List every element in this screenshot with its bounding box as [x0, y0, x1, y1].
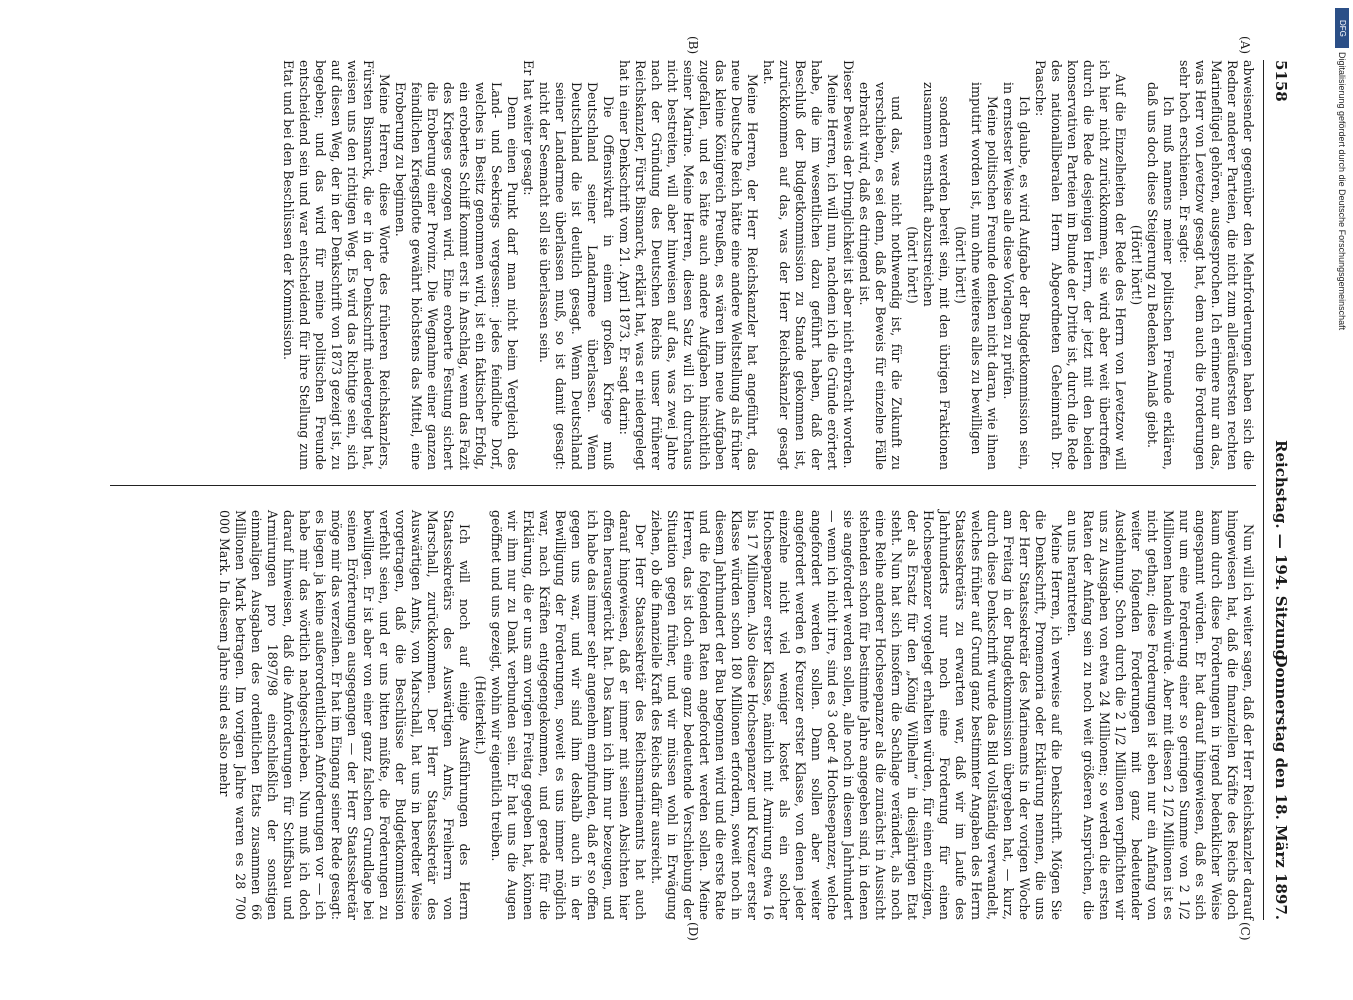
header-rule — [1263, 60, 1264, 920]
paragraph: Die Offensivkraft in einem großen Kriege muß Deutschland seiner Landarmee überlassen. Wenn Deutschland die ist deutlich gesagt. Wenn Deutschland seiner Landarmee überlassen muß, so ist damit gesagt: nicht der Seemacht soll sie überlassen sein. — [537, 82, 616, 470]
session-date: Donnerstag den 18. März 1897. — [1272, 654, 1290, 920]
margin-mark-a: (A) — [1238, 36, 1252, 55]
paragraph: Meine Herren, der Herr Reichskanzler hat angeführt, das neue Deutsche Reich hätte eine andere Weltstellung als früher das kleine Königreich Preußen, es wären ihm neue Aufgaben zugefallen, und es hätte auch andere Aufgaben hinsichtlich seiner Marine. Meine Herren, diesen Satz will ich durchaus nicht bestreiten, will aber hinweisen auf das, was zwei Jahre nach der Gründung des Deutschen Reichs unser früherer Reichskanzler, Fürst Bismarck, erklärt hat, was er niedergelegt hat in einer Denkschrift vom 21. April 1873. Er sagt darin: — [617, 60, 760, 470]
paragraph: Meine Herren, ich will nun, nachdem ich die Gründe erörtert habe, die im wesentlichen dazu geführt haben, daß der Beschluß der Budgetkommission zu Stande gekommen ist, zurückkommen auf das, was der Herr Reichskanzler gesagt hat. — [761, 60, 840, 470]
margin-mark-b: (B) — [686, 36, 700, 55]
paragraph: Meine politischen Freunde denken nicht daran, wie ihnen imputirt worden ist, nun ohne weiteres alles zu bewilligen — [969, 82, 1000, 470]
session-title: Reichstag. — 194. Sitzung. — [1272, 440, 1290, 666]
paragraph: sondern werden bereit sein, mit den übrigen Fraktionen zusammen ernsthaft abzustreichen — [921, 82, 952, 470]
paragraph: Nun will ich weiter sagen, daß der Herr Reichskanzler darauf hingewiesen hat, daß die finanziellen Kräfte des Reichs doch kaum durch diese Forderungen in irgend bedenklicher Weise angespannt würden. Er hat darauf hingewiesen, daß es sich nur um eine Forderung einer so geringen Summe von 2 1/2 Millionen handeln würde. Aber mit diesen 2 1/2 Millionen ist es nicht gethan; diese Forderungen ist eben nur ein Anfang von weiter folgenden Forderungen mit ganz bedeutender Ausdehnung. Schon durch die 2 1/2 Millionen verpflichten wir uns zu Ausgaben von etwa 24 Millionen; so werden die ersten Raten der Anfang sein zu noch weit größeren Ansprüchen, die an uns herantreten. — [1065, 510, 1256, 920]
page-header — [1264, 60, 1290, 920]
page-number: 5158 — [1272, 60, 1290, 102]
paragraph: abweisender gegenüber den Mehrforderungen haben sich die Redner anderer Parteien, die nicht zum alleräußersten rechten Marineflügel gehören, ausgesprochen. Ich erinnere nur an das, was Herr von Levetzow gesagt hat, dem auch die Forderungen sehr hoch erschienen. Er sagte: — [1177, 60, 1256, 470]
paragraph: Ich muß namens meiner politischen Freunde erklären, daß uns doch diese Steigerung zu Bedenken Anlaß giebt. — [1145, 82, 1176, 470]
paragraph: Dieser Beweis der Dringlichkeit ist aber nicht erbracht worden. — [841, 60, 856, 469]
column-divider — [110, 485, 1256, 486]
paragraph: Auf die Einzelheiten der Rede des Herrn von Levetzow will ich hier nicht zurückkommen, sie wird aber weit übertroffen durch die Rede desjenigen Herrn, der jetzt mit den beiden konservativen Parteien im Bunde der Dritte ist, durch die Rede des nationalliberalen Herrn Abgeordneten Geheimrath Dr. Paasche: — [1033, 60, 1128, 470]
paragraph: (Hört! hört!) — [1129, 224, 1144, 306]
paragraph: Ich glaube, es wird Aufgabe der Budgetkommission sein, in ernstester Weise alle diese Vorlagen zu prüfen. — [1001, 82, 1032, 470]
margin-mark-d: (D) — [686, 922, 700, 941]
paragraph: (Heiterkeit.) — [473, 675, 488, 755]
paragraph: (hört! hört!) — [905, 226, 920, 304]
paragraph: Denn einen Punkt darf man nicht beim Vergleich des Land- und Seekriegs vergessen: jedes feindliche Dorf, welches in Besitz genommen wird, ist ein faktischer Erfolg, ein erobertes Schiff kommt erst in Anschlag, wenn das Fazit des Krieges gezogen wird. Eine eroberte Festung sichert die Eroberung einer Provinz. Die Wegnahme einer ganzen feindlichen Kriegsflotte gewährt höchstens das Mittel, eine Eroberung zu beginnen. — [393, 82, 520, 470]
dfg-logo: DFG — [1335, 8, 1349, 48]
paragraph: Er hat weiter gesagt: — [521, 60, 536, 196]
paragraph: (hört! hört!) — [953, 226, 968, 304]
paragraph: Ich will noch auf einige Ausführungen des Herrn Staatssekretärs des Auswärtigen Amts, Freiherrn von Marschall, zurückkommen. Der Herr Staatssekretär des Auswärtigen Amts, von Marschall, hat uns in beredter Weise vorgetragen, daß die Beschlüsse der Budgetkommission verfehlt seien, und er uns bitten müßte, die Forderungen zu bewilligen. Er ist aber von einer ganz falschen Grundlage bei seinen Erörterungen ausgegangen — der Herr Staatssekretär möge mir das verzeihen. Er hat im Eingang seiner Rede gesagt: es liegen ja keine außerordentlichen Anforderungen vor — ich habe mir das wörtlich nachgeschrieben. Nun muß ich doch darauf hinweisen, daß die Anforderungen für Schiffsbau und Armirungen pro 1897/98 einschließlich der sonstigen einmaligen Ausgaben des ordentlichen Etats zusammen 66 Millionen Mark betragen. Im vorigen Jahre waren es 28 700 000 Mark. In diesem Jahre sind es also mehr — [217, 510, 472, 920]
right-column — [216, 510, 1256, 920]
paragraph: und das, was nicht nothwendig ist, für die Zukunft zu verschieben, es sei denn, daß der Beweis für einzelne Fälle erbracht wird, daß es dringend ist. — [857, 82, 904, 470]
margin-mark-c: (C) — [1238, 922, 1252, 941]
paragraph: Der Herr Staatssekretär des Reichsmarineamts hat auch darauf hingewiesen, daß er immer mit seinen Absichten hier offen herausgerückt hat. Das kann ich ihm nur bezeugen, und ich habe das immer sehr angenehm empfunden, daß er so offen gegen uns war, und wir sind ihm deshalb auch in der Bewilligung der Forderungen, soweit es uns immer möglich war, nach Kräften entgegengekommen, und gerade für die Erklärung, die er uns am vorigen Freitag gegeben hat, können wir ihm nur zu Dank verbunden sein. Er hat uns die Augen geöffnet und uns gezeigt, wohin wir eigentlich treiben. — [489, 510, 648, 920]
paragraph: Meine Herren, ich verweise auf die Denkschrift. Mögen Sie die Denkschrift, Promemoria oder Erklärung nennen, die uns der Herr Staatssekretär des Marineamts in der vorigen Woche am Freitag in der Budgetkommission übergeben hat, — kurz, durch diese Denkschrift wurde das Bild vollständig verwandelt, welches früher auf Grund ganz bestimmter Angaben des Herrn Staatssekretärs zu erwarten war, daß wir im Laufe des Jahrhunderts nur noch eine Forderung für einen Hochseepanzer vorgelegt erhalten würden, für einen einzigen, der als Ersatz für den „König Wilhelm“ in diesjährigen Etat steht. Nun hat sich insofern die Sachlage verändert, als noch eine Reihe anderer Hochseepanzer als die zunächst in Aussicht stehenden schon für bestimmte Jahre angegeben sind, in denen sie angefordert werden sollen, alle noch in diesem Jahrhundert — wenn ich nicht irre, sind es 3 oder 4 Hochseepanzer, welche angefordert werden sollen. Dann sollen aber weiter angefordert werden 6 Kreuzer erster Klasse, von denen jeder einzelne nicht viel weniger kostet als ein solcher Hochseepanzer erster Klasse, nämlich mit Armirung etwa 16 bis 17 Millionen. Also diese Hochseepanzer und Kreuzer erster Klasse würden schon 180 Millionen erfordern, soweit noch in diesem Jahrhundert der Bau begonnen wird und die erste Rate und die folgenden Raten angefordert werden sollen. Meine Herren, das ist doch eine ganz bedeutende Verschiebung der Situation gegen früher, und wir müssen wohl in Erwägung ziehen, ob die finanzielle Kraft des Reichs dafür ausreicht. — [649, 510, 1064, 920]
document-page — [60, 30, 1320, 950]
left-column — [280, 60, 1256, 470]
digitization-credit: Digitalisierung gefördert durch die Deutsche Forschungsgemeinschaft — [1337, 52, 1347, 331]
paragraph: Meine Herren, diese Worte des früheren Reichskanzlers, Fürsten Bismarck, die er in der Denkschrift niedergelegt hat, weisen uns den richtigen Weg. Es wird das Richtige sein, sich auf diesen Weg, der in der Denkschrift von 1873 gezeigt ist, zu begeben; und das wird für meine politischen Freunde entscheidend sein und war entscheidend für ihre Stellung zum Etat und bei den Beschlüssen der Kommission. — [281, 60, 392, 470]
